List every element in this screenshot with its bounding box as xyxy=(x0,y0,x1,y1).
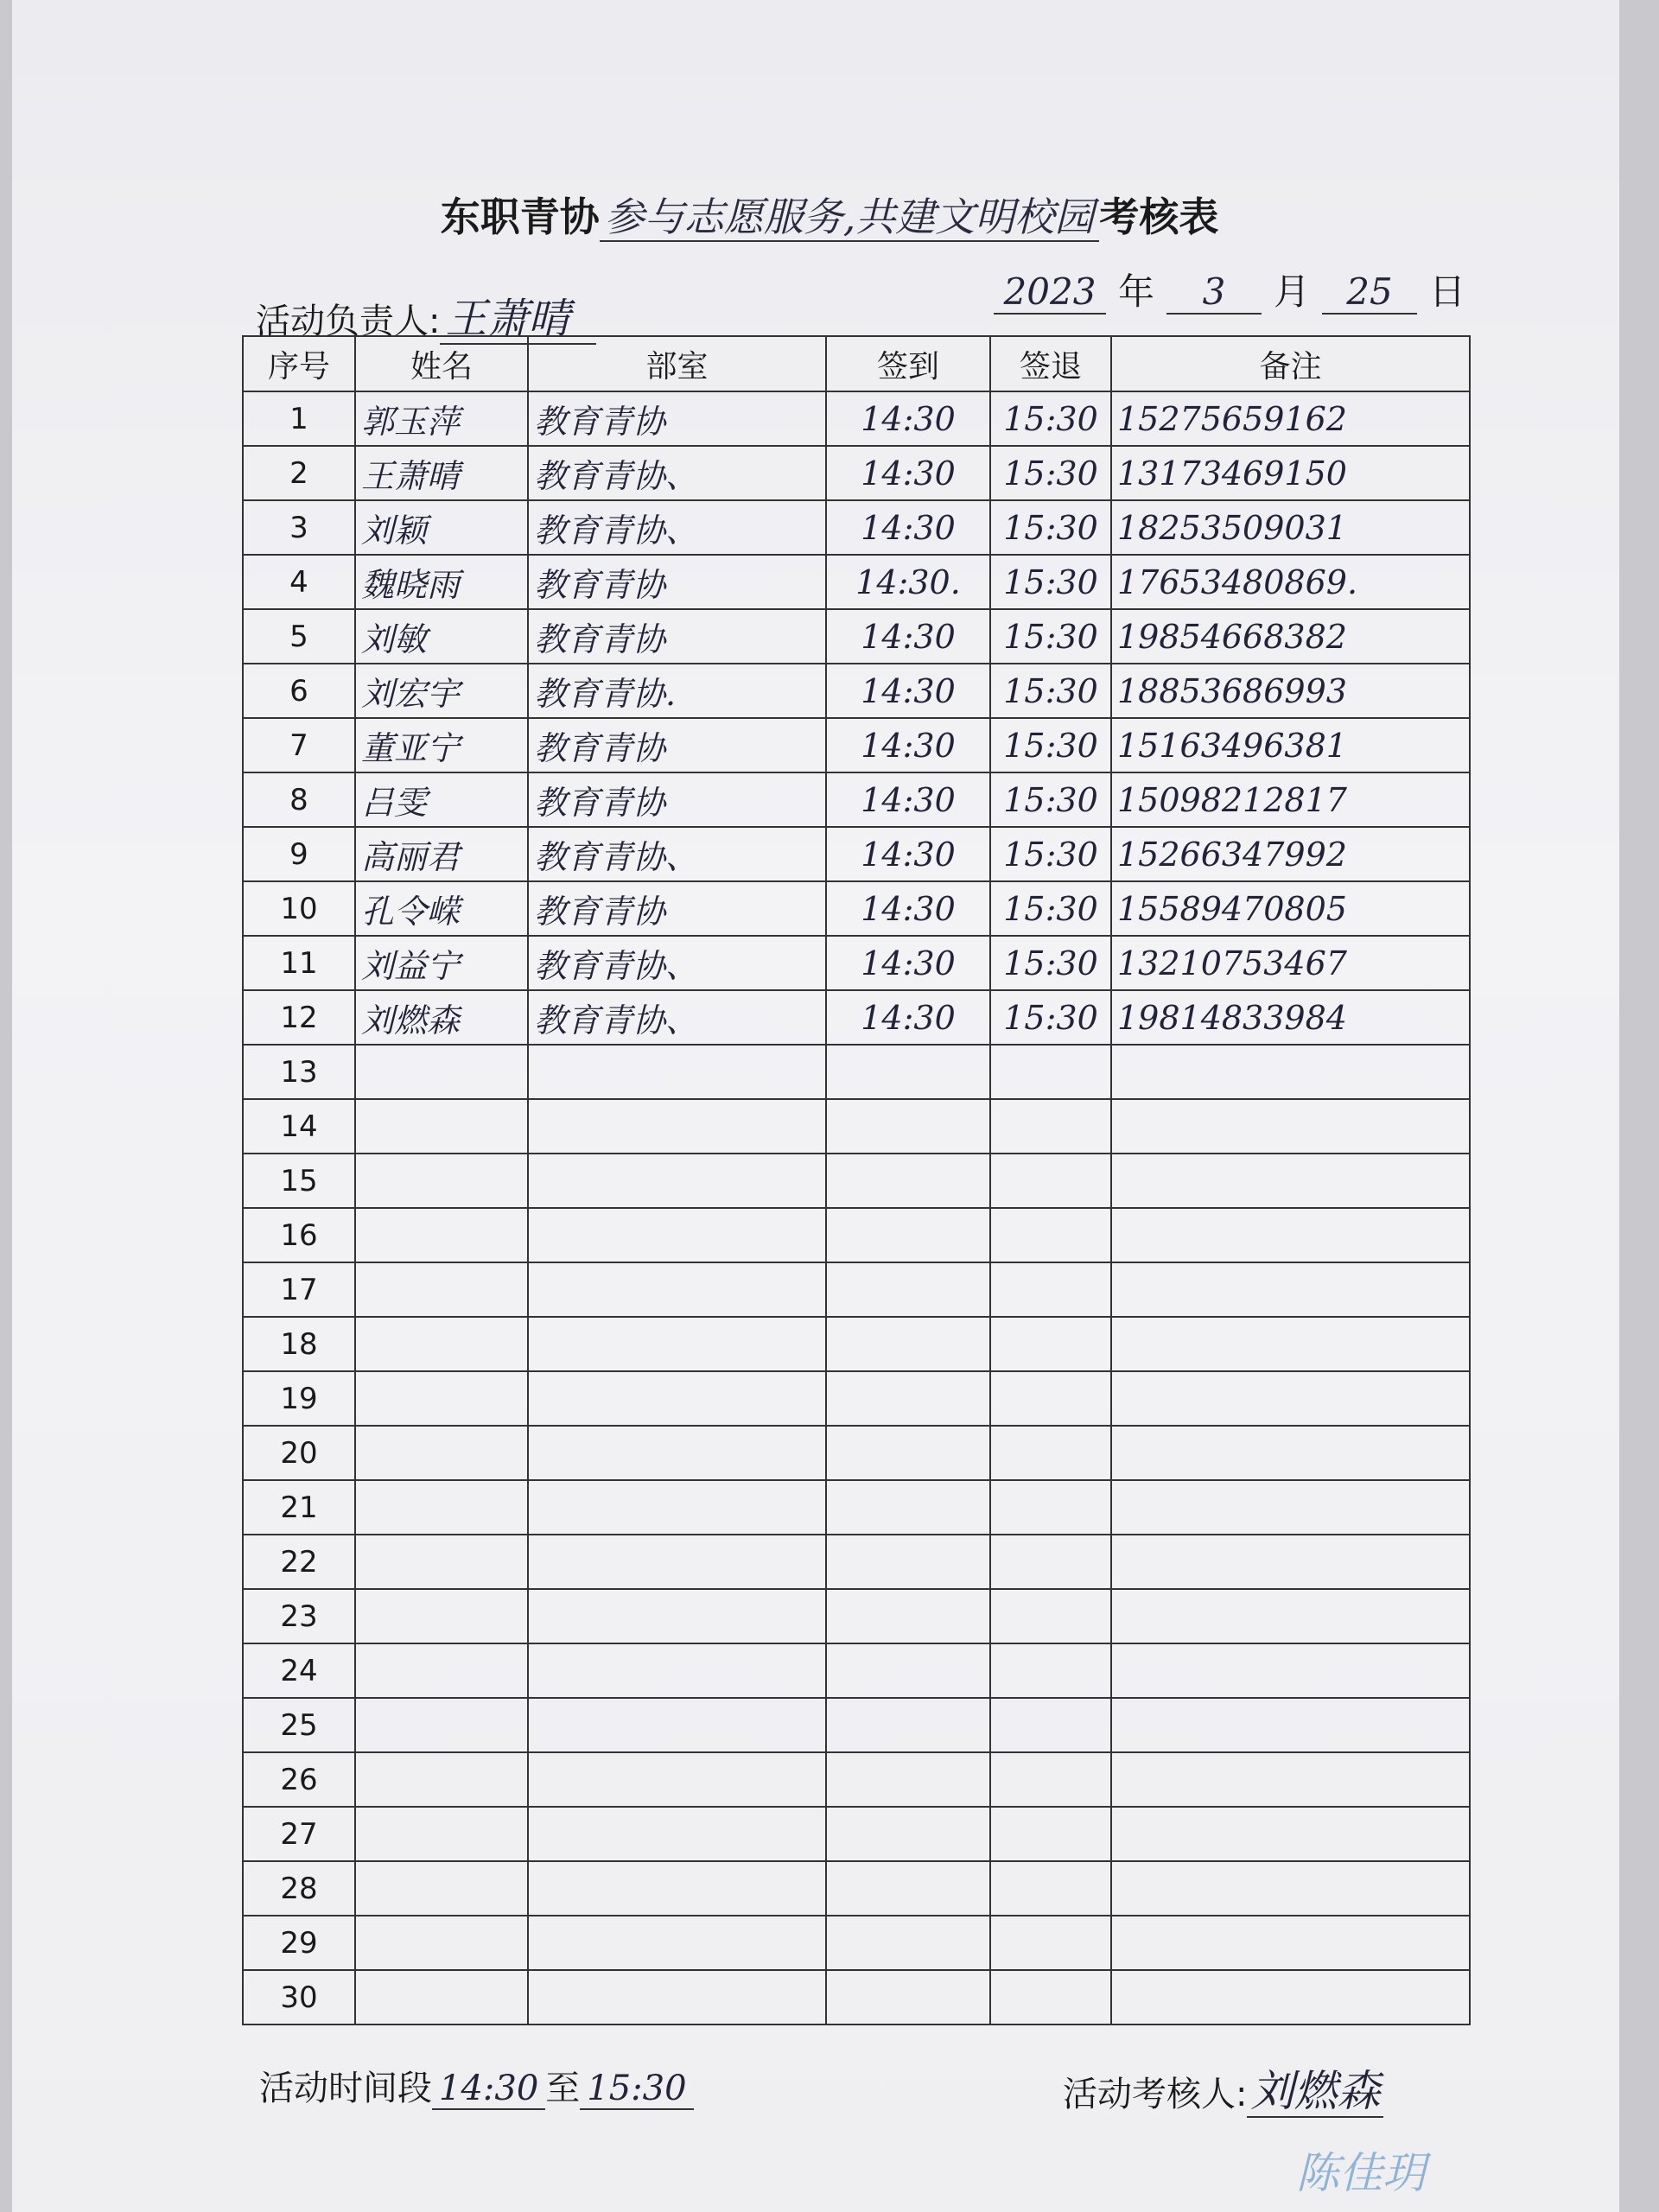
attendance-table xyxy=(242,335,1471,2025)
header-note: 备注 xyxy=(1111,336,1470,391)
row-department: 教育青协 xyxy=(528,555,826,609)
row-name: 刘益宁 xyxy=(355,936,528,990)
row-index: 5 xyxy=(243,609,355,664)
row-department xyxy=(528,1535,826,1589)
row-department xyxy=(528,1861,826,1916)
row-name xyxy=(355,1698,528,1752)
row-sign-out: 15:30 xyxy=(990,609,1111,664)
row-department xyxy=(528,1262,826,1317)
row-sign-out xyxy=(990,1643,1111,1698)
row-note: 19854668382 xyxy=(1111,609,1470,664)
row-sign-out xyxy=(990,1154,1111,1208)
row-sign-in xyxy=(826,1970,990,2024)
row-index: 18 xyxy=(243,1317,355,1371)
row-sign-in xyxy=(826,1154,990,1208)
form-title xyxy=(0,186,1659,243)
row-sign-in xyxy=(826,1643,990,1698)
row-index: 24 xyxy=(243,1643,355,1698)
table-row xyxy=(243,1426,1470,1480)
row-sign-out xyxy=(990,1208,1111,1262)
row-department xyxy=(528,1099,826,1154)
reviewer-signature: 刘燃森 xyxy=(1247,2066,1383,2118)
date-year: 2023 xyxy=(994,270,1106,315)
row-name: 刘燃森 xyxy=(355,990,528,1045)
table-row xyxy=(243,1154,1470,1208)
row-sign-out: 15:30 xyxy=(990,446,1111,500)
row-department xyxy=(528,1480,826,1535)
header-department: 部室 xyxy=(528,336,826,391)
date-month-label: 月 xyxy=(1274,270,1311,313)
row-index: 10 xyxy=(243,881,355,936)
row-department: 教育青协 xyxy=(528,881,826,936)
row-index: 11 xyxy=(243,936,355,990)
row-index: 2 xyxy=(243,446,355,500)
row-sign-out xyxy=(990,1045,1111,1099)
row-sign-out: 15:30 xyxy=(990,664,1111,718)
table-row xyxy=(243,1970,1470,2024)
row-department: 教育青协 xyxy=(528,609,826,664)
row-note: 15163496381 xyxy=(1111,718,1470,772)
activity-reviewer xyxy=(1063,2056,1383,2119)
row-sign-in xyxy=(826,1698,990,1752)
row-note: 15266347992 xyxy=(1111,827,1470,881)
row-sign-out xyxy=(990,1099,1111,1154)
row-sign-in xyxy=(826,1807,990,1861)
row-sign-out xyxy=(990,1807,1111,1861)
row-department: 教育青协. xyxy=(528,664,826,718)
row-sign-in: 14:30 xyxy=(826,609,990,664)
row-index: 17 xyxy=(243,1262,355,1317)
row-sign-out xyxy=(990,1752,1111,1807)
row-index: 26 xyxy=(243,1752,355,1807)
row-index: 15 xyxy=(243,1154,355,1208)
date-day: 25 xyxy=(1322,270,1417,315)
row-index: 22 xyxy=(243,1535,355,1589)
table-row xyxy=(243,881,1470,936)
row-note xyxy=(1111,1698,1470,1752)
title-activity: 参与志愿服务,共建文明校园 xyxy=(600,194,1100,242)
row-sign-in: 14:30 xyxy=(826,827,990,881)
row-note xyxy=(1111,1099,1470,1154)
row-index: 25 xyxy=(243,1698,355,1752)
row-sign-in: 14:30 xyxy=(826,500,990,555)
table-row xyxy=(243,664,1470,718)
row-department xyxy=(528,1589,826,1643)
row-name xyxy=(355,1426,528,1480)
row-name xyxy=(355,1970,528,2024)
row-department xyxy=(528,1426,826,1480)
row-name: 魏晓雨 xyxy=(355,555,528,609)
row-department: 教育青协 xyxy=(528,772,826,827)
table-row xyxy=(243,1099,1470,1154)
row-index: 1 xyxy=(243,391,355,446)
row-name xyxy=(355,1099,528,1154)
period-label: 活动时间段 xyxy=(259,2069,432,2108)
row-index: 29 xyxy=(243,1916,355,1970)
period-to: 至 xyxy=(545,2069,581,2108)
row-index: 8 xyxy=(243,772,355,827)
header-sign-in: 签到 xyxy=(826,336,990,391)
row-sign-out: 15:30 xyxy=(990,718,1111,772)
row-note xyxy=(1111,1371,1470,1426)
table-row xyxy=(243,555,1470,609)
row-name xyxy=(355,1752,528,1807)
row-sign-in xyxy=(826,1916,990,1970)
row-name: 刘颖 xyxy=(355,500,528,555)
row-index: 28 xyxy=(243,1861,355,1916)
row-sign-out xyxy=(990,1970,1111,2024)
row-name xyxy=(355,1861,528,1916)
row-sign-in xyxy=(826,1480,990,1535)
row-note xyxy=(1111,1970,1470,2024)
row-note xyxy=(1111,1861,1470,1916)
table-row xyxy=(243,1317,1470,1371)
row-department xyxy=(528,1807,826,1861)
row-name xyxy=(355,1807,528,1861)
table-row xyxy=(243,772,1470,827)
row-name xyxy=(355,1371,528,1426)
row-name: 刘敏 xyxy=(355,609,528,664)
row-sign-out xyxy=(990,1861,1111,1916)
row-sign-out: 15:30 xyxy=(990,391,1111,446)
row-index: 30 xyxy=(243,1970,355,2024)
row-note: 17653480869. xyxy=(1111,555,1470,609)
table-row xyxy=(243,718,1470,772)
date-month: 3 xyxy=(1166,270,1262,315)
row-sign-in xyxy=(826,1317,990,1371)
row-note xyxy=(1111,1154,1470,1208)
row-name: 孔令嵘 xyxy=(355,881,528,936)
row-note: 18253509031 xyxy=(1111,500,1470,555)
row-sign-out: 15:30 xyxy=(990,772,1111,827)
row-sign-in: 14:30 xyxy=(826,446,990,500)
row-department xyxy=(528,1698,826,1752)
row-note xyxy=(1111,1535,1470,1589)
row-note xyxy=(1111,1317,1470,1371)
row-name xyxy=(355,1262,528,1317)
table-row xyxy=(243,1045,1470,1099)
table-row xyxy=(243,1861,1470,1916)
row-sign-in: 14:30 xyxy=(826,990,990,1045)
row-sign-out xyxy=(990,1480,1111,1535)
row-sign-out xyxy=(990,1589,1111,1643)
table-row xyxy=(243,1752,1470,1807)
row-note: 18853686993 xyxy=(1111,664,1470,718)
row-index: 9 xyxy=(243,827,355,881)
row-name xyxy=(355,1535,528,1589)
row-department: 教育青协、 xyxy=(528,446,826,500)
row-name xyxy=(355,1916,528,1970)
leader-name: 王萧晴 xyxy=(440,295,595,345)
row-department: 教育青协、 xyxy=(528,990,826,1045)
table-row xyxy=(243,1480,1470,1535)
row-sign-out xyxy=(990,1426,1111,1480)
row-name xyxy=(355,1208,528,1262)
row-sign-in: 14:30 xyxy=(826,936,990,990)
row-sign-out: 15:30 xyxy=(990,990,1111,1045)
date-year-label: 年 xyxy=(1118,270,1155,313)
row-department xyxy=(528,1208,826,1262)
row-sign-in xyxy=(826,1752,990,1807)
row-name: 吕雯 xyxy=(355,772,528,827)
row-index: 20 xyxy=(243,1426,355,1480)
row-department xyxy=(528,1643,826,1698)
row-sign-in: 14:30 xyxy=(826,772,990,827)
row-sign-out: 15:30 xyxy=(990,555,1111,609)
row-name xyxy=(355,1589,528,1643)
table-row xyxy=(243,391,1470,446)
form-date xyxy=(994,264,1478,315)
row-department: 教育青协 xyxy=(528,391,826,446)
row-department: 教育青协 xyxy=(528,718,826,772)
row-index: 23 xyxy=(243,1589,355,1643)
table-row xyxy=(243,1371,1470,1426)
row-sign-out: 15:30 xyxy=(990,827,1111,881)
row-sign-in xyxy=(826,1861,990,1916)
period-end: 15:30 xyxy=(580,2069,693,2110)
row-name: 王萧晴 xyxy=(355,446,528,500)
row-index: 13 xyxy=(243,1045,355,1099)
row-note xyxy=(1111,1045,1470,1099)
row-department xyxy=(528,1317,826,1371)
row-sign-out xyxy=(990,1317,1111,1371)
row-sign-out xyxy=(990,1262,1111,1317)
title-prefix: 东职青协 xyxy=(440,194,600,240)
row-sign-out xyxy=(990,1698,1111,1752)
row-sign-out: 15:30 xyxy=(990,936,1111,990)
row-sign-in: 14:30 xyxy=(826,391,990,446)
table-header-row xyxy=(243,336,1470,391)
row-sign-in xyxy=(826,1045,990,1099)
row-name: 董亚宁 xyxy=(355,718,528,772)
row-note xyxy=(1111,1208,1470,1262)
row-name xyxy=(355,1045,528,1099)
activity-period xyxy=(259,2061,694,2110)
reviewer-label: 活动考核人: xyxy=(1063,2075,1248,2114)
row-department: 教育青协、 xyxy=(528,936,826,990)
row-sign-in xyxy=(826,1208,990,1262)
leader-label: 活动负责人: xyxy=(256,302,441,341)
table-row xyxy=(243,827,1470,881)
header-sign-out: 签退 xyxy=(990,336,1111,391)
row-sign-out xyxy=(990,1916,1111,1970)
row-sign-out: 15:30 xyxy=(990,500,1111,555)
extra-signature: 陈佳玥 xyxy=(1296,2148,1426,2198)
table-row xyxy=(243,446,1470,500)
row-department xyxy=(528,1970,826,2024)
row-note xyxy=(1111,1480,1470,1535)
row-sign-in xyxy=(826,1535,990,1589)
row-department: 教育青协、 xyxy=(528,500,826,555)
table-row xyxy=(243,936,1470,990)
row-department: 教育青协、 xyxy=(528,827,826,881)
row-sign-in xyxy=(826,1371,990,1426)
row-sign-out xyxy=(990,1371,1111,1426)
table-row xyxy=(243,1698,1470,1752)
row-department xyxy=(528,1045,826,1099)
table-row xyxy=(243,1589,1470,1643)
row-sign-in xyxy=(826,1589,990,1643)
row-note: 13173469150 xyxy=(1111,446,1470,500)
table-row xyxy=(243,1535,1470,1589)
row-index: 21 xyxy=(243,1480,355,1535)
row-index: 7 xyxy=(243,718,355,772)
row-sign-in xyxy=(826,1099,990,1154)
period-start: 14:30 xyxy=(432,2069,545,2110)
row-sign-in: 14:30 xyxy=(826,881,990,936)
table-row xyxy=(243,609,1470,664)
table-row xyxy=(243,1643,1470,1698)
row-sign-out: 15:30 xyxy=(990,881,1111,936)
row-note: 15589470805 xyxy=(1111,881,1470,936)
row-note xyxy=(1111,1589,1470,1643)
date-day-label: 日 xyxy=(1429,270,1466,313)
row-note xyxy=(1111,1752,1470,1807)
row-department xyxy=(528,1752,826,1807)
table-row xyxy=(243,500,1470,555)
row-name xyxy=(355,1643,528,1698)
row-name xyxy=(355,1154,528,1208)
row-index: 4 xyxy=(243,555,355,609)
row-index: 14 xyxy=(243,1099,355,1154)
table-row xyxy=(243,990,1470,1045)
table-row xyxy=(243,1807,1470,1861)
row-note xyxy=(1111,1916,1470,1970)
row-sign-in: 14:30 xyxy=(826,718,990,772)
row-note xyxy=(1111,1262,1470,1317)
row-sign-in xyxy=(826,1426,990,1480)
row-index: 6 xyxy=(243,664,355,718)
row-department xyxy=(528,1371,826,1426)
row-note: 13210753467 xyxy=(1111,936,1470,990)
row-index: 16 xyxy=(243,1208,355,1262)
row-note xyxy=(1111,1643,1470,1698)
header-index: 序号 xyxy=(243,336,355,391)
row-sign-out xyxy=(990,1535,1111,1589)
row-index: 19 xyxy=(243,1371,355,1426)
row-name: 郭玉萍 xyxy=(355,391,528,446)
row-name xyxy=(355,1480,528,1535)
row-note: 19814833984 xyxy=(1111,990,1470,1045)
row-index: 27 xyxy=(243,1807,355,1861)
row-index: 12 xyxy=(243,990,355,1045)
title-suffix: 考核表 xyxy=(1099,194,1219,240)
row-sign-in: 14:30. xyxy=(826,555,990,609)
row-note: 15098212817 xyxy=(1111,772,1470,827)
row-sign-in xyxy=(826,1262,990,1317)
table-body xyxy=(243,391,1470,2024)
row-note: 15275659162 xyxy=(1111,391,1470,446)
row-name xyxy=(355,1317,528,1371)
row-sign-in: 14:30 xyxy=(826,664,990,718)
table-row xyxy=(243,1262,1470,1317)
table-row xyxy=(243,1208,1470,1262)
row-index: 3 xyxy=(243,500,355,555)
table-row xyxy=(243,1916,1470,1970)
row-name: 刘宏宇 xyxy=(355,664,528,718)
row-department xyxy=(528,1154,826,1208)
row-department xyxy=(528,1916,826,1970)
header-name: 姓名 xyxy=(355,336,528,391)
row-note xyxy=(1111,1807,1470,1861)
row-note xyxy=(1111,1426,1470,1480)
row-name: 高丽君 xyxy=(355,827,528,881)
